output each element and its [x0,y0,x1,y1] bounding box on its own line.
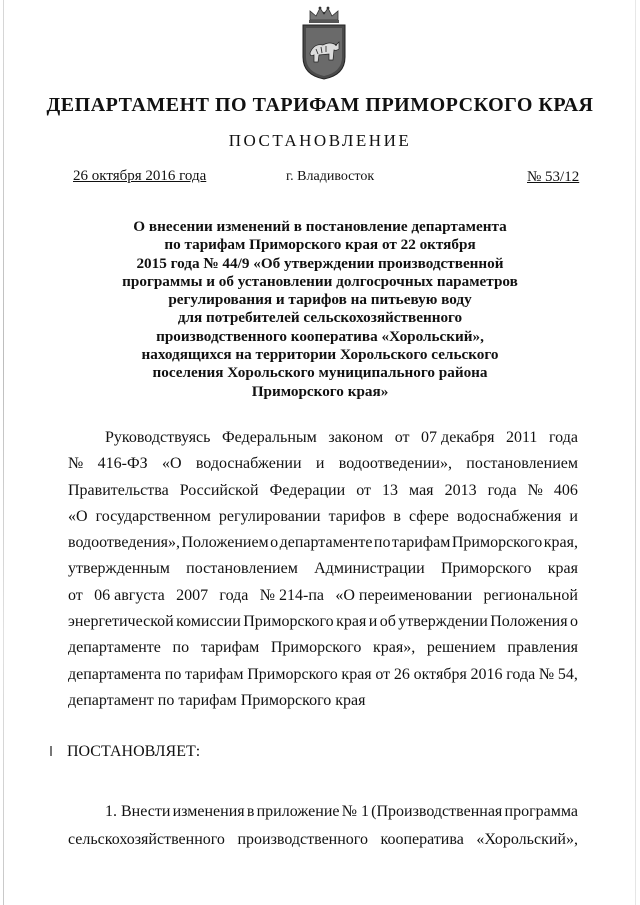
text-word: утвержденным [68,560,170,578]
text-word: законом [328,429,384,446]
text-word: и [569,507,578,525]
text-line [68,451,578,477]
text-word: тарифов [328,507,386,525]
text-word: регулировании [218,507,321,525]
coat-of-arms-icon [296,5,352,81]
text-line [68,662,578,688]
text-word: департамент по тарифам Приморского края [68,691,366,709]
text-word: 54, [557,665,578,683]
text-word: энергетической [68,613,174,631]
text-word: года [487,481,517,499]
item-paragraph [68,798,578,854]
text-word: решением [426,639,496,657]
text-word: края [547,560,578,578]
subject-line: О внесении изменений в постановление департамента [133,218,507,235]
text-word: кооператива [380,831,464,848]
text-word: мая [409,481,434,499]
text-word: Положения [490,613,568,631]
text-word: (Производственная [371,803,503,820]
text-word: 13 [382,481,399,499]
text-word: в [246,803,255,820]
text-word: о [270,534,279,552]
text-word: департамента [68,665,162,683]
text-word: региональной [483,586,578,604]
text-word: Руководствуясь [105,429,211,446]
text-word: сельскохозяйственного [68,831,225,848]
text-word: № [68,455,84,473]
subject-line: производственного кооператива «Хорольский», [156,327,484,345]
text-word: в [393,507,401,525]
text-word: об [379,613,396,631]
text-word: края [341,665,372,683]
resolves-heading: ПОСТАНОВЛЯЕТ: [67,743,201,760]
text-word: по [164,665,182,683]
text-line [68,504,578,530]
text-word: 2013 [444,481,477,499]
text-line [68,425,578,451]
subject-line: программы и об установлении долгосрочных параметров [122,272,518,290]
text-word: 1. Внести [105,803,171,820]
text-word: тарифам [391,534,451,552]
text-word: № 214-па [259,586,324,604]
department-title: ДЕПАРТАМЕНТ ПО ТАРИФАМ ПРИМОРСКОГО КРАЯ [46,94,594,116]
text-word: № [538,665,555,683]
text-word: изменения [172,803,245,820]
text-word: Правительства [68,481,169,499]
subject-line: Приморского края» [251,382,389,400]
text-line [68,609,578,635]
text-word: октября [413,665,467,683]
text-word: Федеральным [222,429,317,446]
text-word: постановлением [186,560,298,578]
text-word: водоснабжения [456,507,562,525]
text-word: от [375,665,391,683]
text-word: Российской [179,481,259,499]
document-date: 26 октября 2016 года [73,168,207,184]
text-line [68,798,578,826]
document-number: № 53/12 [527,169,580,185]
text-word: приложение [256,803,340,820]
text-word: Федерации [269,481,346,499]
subject-line: поселения Хорольского муниципального района [152,364,488,382]
text-word: 2016 [470,665,503,683]
text-word: года [506,665,536,683]
text-word: о [569,613,578,631]
text-line [68,478,578,504]
text-line [68,826,578,854]
subject-line: регулирования и тарифов на питьевую воду [168,291,472,309]
text-word: по [373,534,391,552]
text-word: и [368,613,378,631]
text-word: Положением [181,534,269,552]
text-word: программа [504,803,578,820]
text-word: года [219,586,249,604]
text-word: от [394,429,410,446]
subject-line: находящихся на территории Хорольского сельского [141,346,499,364]
text-word: департаменте [279,534,373,552]
subject-line: по тарифам Приморского края от 22 октября [164,236,476,254]
text-word: комиссии [176,613,241,631]
text-word: постановлением [466,455,578,473]
text-word: края [336,613,367,631]
document-type: ПОСТАНОВЛЕНИЕ [228,131,412,150]
text-word: Приморского [270,639,362,657]
text-word: водоотведения», [68,534,180,552]
text-word: Администрации [314,560,425,578]
text-word: «Хорольский», [476,831,578,848]
text-word: 2007 [176,586,209,604]
text-word: 416-ФЗ [97,455,148,473]
text-word: водоснабжении [195,455,302,473]
document-city: г. Владивосток [286,169,375,184]
text-word: по [172,639,190,657]
text-line [68,583,578,609]
text-word: года [548,429,578,446]
text-line [68,688,578,714]
text-line [68,635,578,661]
text-line [68,556,578,582]
text-word: государственном [95,507,211,525]
preamble-paragraph [68,425,578,714]
text-word: сфере [409,507,449,525]
text-word: 07 декабря [421,429,495,446]
text-word: производственного [237,831,368,848]
text-word: 2011 [506,429,538,446]
text-word: «О [68,507,88,525]
text-word: тарифам [185,665,244,683]
text-word: и [315,455,325,473]
subject-line: для потребителей сельскохозяйственного [177,309,463,327]
text-word: от [68,586,83,604]
text-word: 406 [553,481,578,499]
text-word: утверждении [398,613,488,631]
text-word: Приморского [247,665,338,683]
text-word: водоотведении», [338,455,452,473]
text-word: от [356,481,371,499]
text-word: Приморского [441,560,532,578]
text-word: края, [543,534,578,552]
text-word: 26 [393,665,410,683]
text-line [68,530,578,556]
text-word: тарифам [200,639,260,657]
text-word: 06 августа [94,586,165,604]
text-word: правления [507,639,578,657]
text-word: Приморского [243,613,334,631]
scan-mark [50,746,52,756]
text-word: № [527,481,543,499]
text-word: департаменте [68,639,161,657]
text-word: края», [372,639,416,657]
text-word: № 1 [341,803,369,820]
text-word: Приморского [451,534,543,552]
text-word: «О переименовании [335,586,473,604]
text-word: «О [161,455,182,473]
subject-line: 2015 года № 44/9 «Об утверждении производственной [136,254,504,272]
document-subject [100,218,540,401]
